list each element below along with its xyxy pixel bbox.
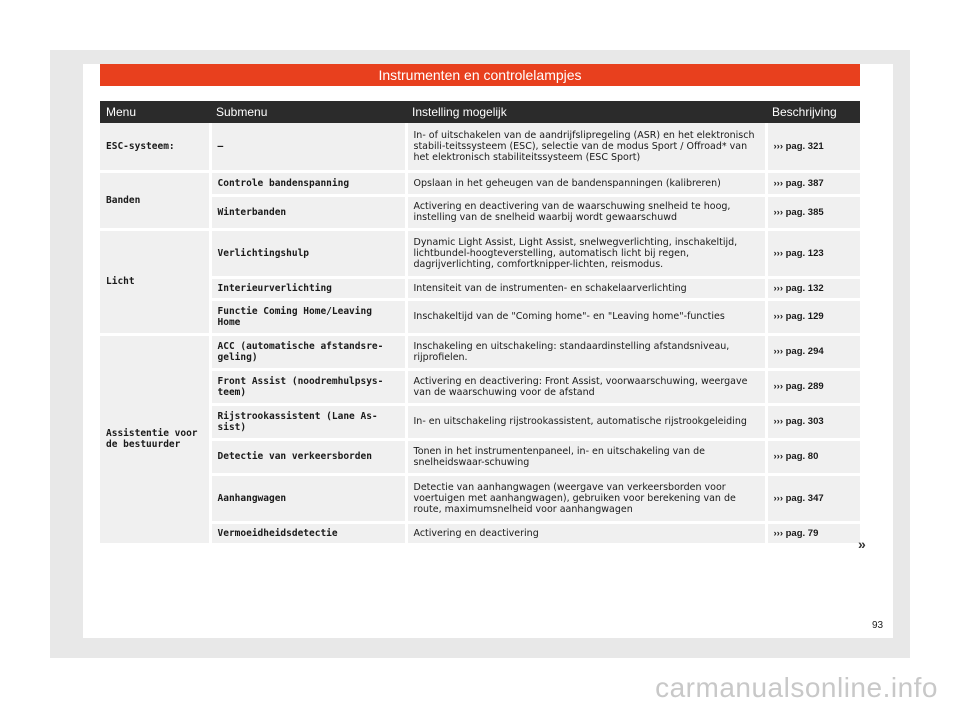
submenu-cell: Interieurverlichting bbox=[210, 277, 406, 299]
setting-cell: Inschakeltijd van de "Coming home"- en "Leaving home"-functies bbox=[406, 299, 766, 334]
menu-cell: Licht bbox=[100, 229, 210, 334]
page-ref-link[interactable]: ››› pag. 321 bbox=[766, 123, 860, 171]
continue-icon: » bbox=[858, 536, 866, 552]
table-row bbox=[100, 195, 860, 229]
page-ref-link[interactable]: ››› pag. 79 bbox=[766, 522, 860, 544]
table-row bbox=[100, 299, 860, 334]
submenu-cell: Front Assist (noodremhulpsys-teem) bbox=[210, 369, 406, 404]
column-header-menu: Menu bbox=[100, 101, 210, 123]
page-ref-link[interactable]: ››› pag. 347 bbox=[766, 474, 860, 522]
setting-cell: Detectie van aanhangwagen (weergave van verkeersborden voor voertuigen met aanhangwagen), gebruiken voor berekening van de route, maximumsnelheid voor aanhangwagen bbox=[406, 474, 766, 522]
submenu-cell: – bbox=[210, 123, 406, 171]
watermark: carmanualsonline.info bbox=[655, 672, 938, 703]
submenu-cell: Detectie van verkeersborden bbox=[210, 439, 406, 474]
submenu-cell: Winterbanden bbox=[210, 195, 406, 229]
column-header-setting: Instelling mogelijk bbox=[406, 101, 766, 123]
setting-cell: Intensiteit van de instrumenten- en schakelaarverlichting bbox=[406, 277, 766, 299]
page-ref-link[interactable]: ››› pag. 303 bbox=[766, 404, 860, 439]
menu-cell: Banden bbox=[100, 171, 210, 229]
column-header-description: Beschrijving bbox=[766, 101, 860, 123]
page-ref-link[interactable]: ››› pag. 387 bbox=[766, 171, 860, 195]
menu-cell: ESC-systeem: bbox=[100, 123, 210, 171]
page-ref-link[interactable]: ››› pag. 80 bbox=[766, 439, 860, 474]
column-header-submenu: Submenu bbox=[210, 101, 406, 123]
settings-table bbox=[100, 101, 860, 546]
table-row bbox=[100, 474, 860, 522]
submenu-cell: Functie Coming Home/Leaving Home bbox=[210, 299, 406, 334]
table-row bbox=[100, 439, 860, 474]
setting-cell: Inschakeling en uitschakeling: standaardinstelling afstandsniveau, rijprofielen. bbox=[406, 334, 766, 369]
submenu-cell: Verlichtingshulp bbox=[210, 229, 406, 277]
setting-cell: Tonen in het instrumentenpaneel, in- en uitschakeling van de snelheidswaar-schuwing bbox=[406, 439, 766, 474]
table-row bbox=[100, 171, 860, 195]
setting-cell: Opslaan in het geheugen van de bandenspanningen (kalibreren) bbox=[406, 171, 766, 195]
page-ref-link[interactable]: ››› pag. 129 bbox=[766, 299, 860, 334]
setting-cell: Activering en deactivering bbox=[406, 522, 766, 544]
section-header: Instrumenten en controlelampjes bbox=[100, 64, 860, 86]
table-row bbox=[100, 123, 860, 171]
table-header-row bbox=[100, 101, 860, 123]
setting-cell: Activering en deactivering: Front Assist, voorwaarschuwing, weergave van de waarschuwing voor de afstand bbox=[406, 369, 766, 404]
table-row bbox=[100, 369, 860, 404]
table-row bbox=[100, 522, 860, 544]
table-row bbox=[100, 334, 860, 369]
page-number: 93 bbox=[872, 620, 884, 631]
table-row bbox=[100, 404, 860, 439]
submenu-cell: Rijstrookassistent (Lane As-sist) bbox=[210, 404, 406, 439]
setting-cell: Dynamic Light Assist, Light Assist, snelwegverlichting, inschakeltijd, lichtbundel-hoogteverstelling, automatisch licht bij regen, dagrijverlichting, comfortknipper-lichten, reismodus. bbox=[406, 229, 766, 277]
page-ref-link[interactable]: ››› pag. 123 bbox=[766, 229, 860, 277]
submenu-cell: Vermoeidheidsdetectie bbox=[210, 522, 406, 544]
table-row bbox=[100, 229, 860, 277]
submenu-cell: ACC (automatische afstandsre-geling) bbox=[210, 334, 406, 369]
setting-cell: In- of uitschakelen van de aandrijfslipregeling (ASR) en het elektronisch stabili-teitssysteem (ESC), selectie van de modus Sport / Offroad* van het elektronisch stabiliteitssysteem (ESC Sport) bbox=[406, 123, 766, 171]
setting-cell: Activering en deactivering van de waarschuwing snelheid te hoog, instelling van de snelheid waarbij wordt gewaarschuwd bbox=[406, 195, 766, 229]
table-row bbox=[100, 277, 860, 299]
page-ref-link[interactable]: ››› pag. 294 bbox=[766, 334, 860, 369]
setting-cell: In- en uitschakeling rijstrookassistent, automatische rijstrookgeleiding bbox=[406, 404, 766, 439]
page-ref-link[interactable]: ››› pag. 385 bbox=[766, 195, 860, 229]
page-ref-link[interactable]: ››› pag. 132 bbox=[766, 277, 860, 299]
menu-cell: Assistentie voor de bestuurder bbox=[100, 334, 210, 544]
page-ref-link[interactable]: ››› pag. 289 bbox=[766, 369, 860, 404]
submenu-cell: Controle bandenspanning bbox=[210, 171, 406, 195]
submenu-cell: Aanhangwagen bbox=[210, 474, 406, 522]
